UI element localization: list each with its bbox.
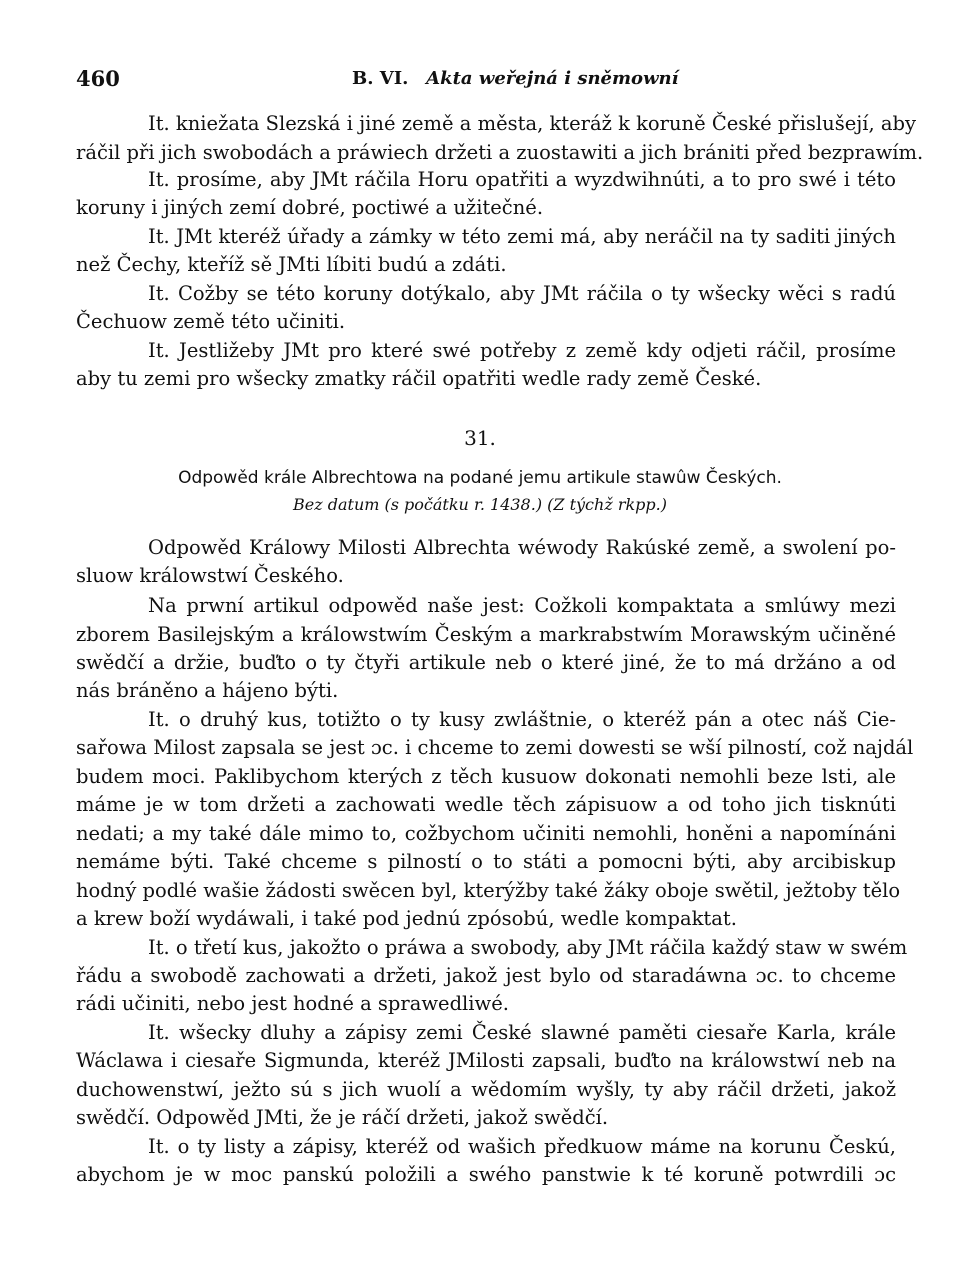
running-title [352,68,678,89]
text-line: duchowenstwí, ježto sú s jich wuolí a wědomím wyšly, ty aby ráčil držeti, jakož [76,1078,896,1101]
document-title: Odpowěd krále Albrechtowa na podané jemu artikule stawûw Českých. [178,468,782,488]
text-line: zborem Basilejským a králowstwím Českým a markrabstwím Morawským učiněné [76,623,896,646]
text-line: Na prwní artikul odpowěd naše jest: Cožkoli kompaktata a smlúwy mezi [148,594,896,617]
date-note: Bez datum (s počátku r. 1438.) (Z týchž rkpp.) [293,495,667,514]
text-line: swědčí a držie, buďto o ty čtyři artikule neb o které jiné, že to má držáno a od [76,651,896,674]
text-line: Wáclawa i ciesaře Sigmunda, kteréž JMilosti zapsali, buďto na králowstwí neb na [76,1049,896,1072]
text-line: It. wšecky dluhy a zápisy zemi České slawné paměti ciesaře Karla, krále [148,1021,896,1044]
text-line: budem moci. Paklibychom kterých z těch kusuow dokonati nemohli beze lsti, ale [76,765,896,788]
text-line: It. Cožby se této koruny dotýkalo, aby JMt ráčila o ty wšecky wěci s radú [148,282,896,305]
text-line: swědčí. Odpowěd JMti, že je ráčí držeti, jakož swědčí. [76,1106,609,1129]
text-line: máme je w tom držeti a zachowati wedle těch zápisuow a od toho jich tisknúti [76,793,896,816]
text-line: It. o ty listy a zápisy, kteréž od wašich předkuow máme na korunu Českú, [148,1135,896,1158]
text-line: hodný podlé wašie žádosti swěcen byl, kterýžby také žáky oboje swětil, ježtoby tělo [76,879,901,902]
text-line: Odpowěd Králowy Milosti Albrechta wéwody Rakúské země, a swolení po- [148,536,896,559]
text-line: It. o druhý kus, totižto o ty kusy zwláštnie, o kteréž pán a otec náš Cie- [148,708,896,731]
text-line: rádi učiniti, nebo jest hodné a sprawedliwé. [76,992,509,1015]
text-line: sařowa Milost zapsala se jest ɔc. i chceme to zemi dowesti se wší pilností, což najdál [76,736,914,759]
text-line: It. JMt kteréž úřady a zámky w této zemi má, aby neráčil na ty saditi jiných [148,225,896,248]
page-number: 460 [76,66,120,91]
text-line: řádu a swobodě zachowati a držeti, jakož jest bylo od staradáwna ɔc. to chceme [76,964,896,987]
text-line: It. Jestližeby JMt pro které swé potřeby z země kdy odjeti ráčil, prosíme [148,339,896,362]
text-line: koruny i jiných zemí dobré, poctiwé a užitečné. [76,196,544,219]
running-header [76,66,896,96]
text-line: abychom je w moc panskú položili a swého panstwie k té koruně potwrdili ɔc [76,1163,896,1186]
text-line: It. o třetí kus, jakožto o práwa a swobody, aby JMt ráčila každý staw w swém [148,936,908,959]
text-line: Čechuow země této učiniti. [76,310,346,333]
text-line: nás bráněno a hájeno býti. [76,679,339,702]
text-line: ráčil při jich swobodách a práwiech držeti a zuostawiti a jich brániti před bezprawím. [76,141,924,164]
text-line: It. kniežata Slezská i jiné země a města, kteráž k koruně České přislušejí, aby [148,112,917,135]
text-line: aby tu zemi pro wšecky zmatky ráčil opatřiti wedle rady země České. [76,367,762,390]
header-title: Akta weřejná i sněmowní [426,68,679,89]
text-line: a krew boží wydáwali, i také pod jednú zpósobú, wedle kompaktat. [76,907,737,930]
text-line: nedati; a my také dále mimo to, cožbychom učiniti nemohli, honěni a napomínáni [76,822,896,845]
text-line: It. prosíme, aby JMt ráčila Horu opatřiti a wyzdwihnúti, a to pro swé i této [148,168,896,191]
text-line: nemáme býti. Také chceme s pilností o to státi a pomocni býti, aby arcibiskup [76,850,896,873]
text-line: než Čechy, kteříž sě JMti líbiti budú a zdáti. [76,253,507,276]
text-line: sluow králowstwí Českého. [76,564,344,587]
section-label: B. VI. [352,68,409,89]
section-number: 31. [464,426,496,450]
